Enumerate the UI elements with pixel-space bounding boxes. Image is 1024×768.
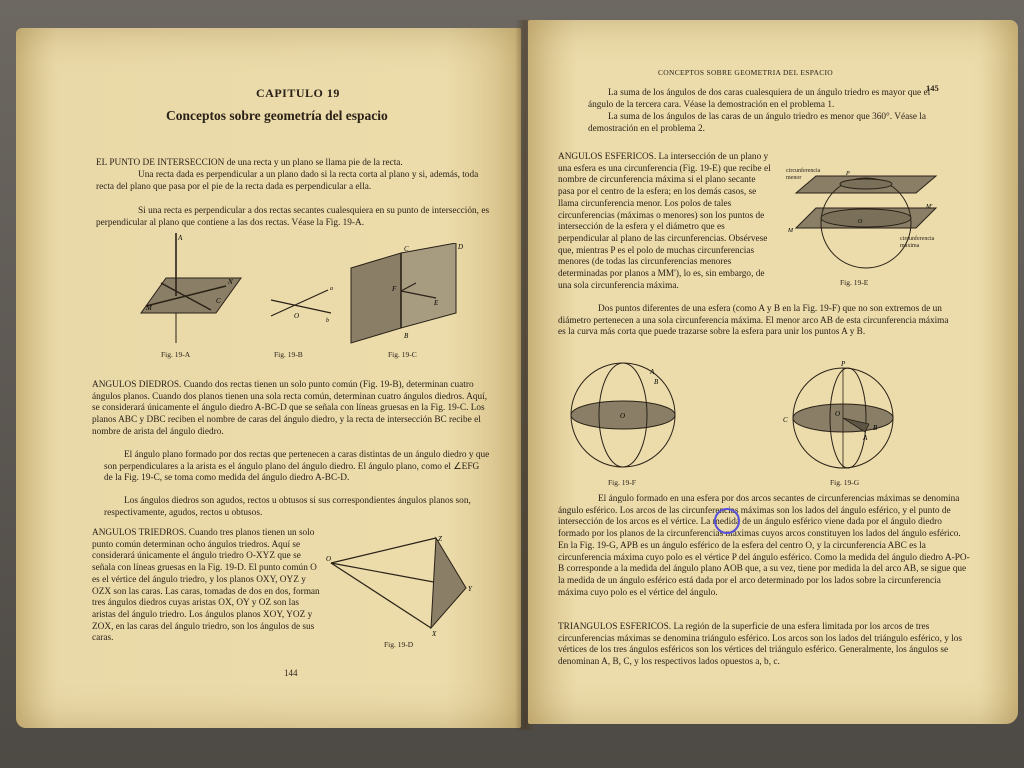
label-circunferencia-maxima: circunferencia máxima: [900, 236, 935, 249]
figure-caption: Fig. 19-E: [840, 278, 869, 287]
svg-text:M: M: [788, 228, 793, 234]
running-header: CONCEPTOS SOBRE GEOMETRIA DEL ESPACIO: [658, 68, 834, 77]
highlight-circle-mark: [714, 508, 740, 534]
paragraph-text: La región de la superficie de una esfera limitada por los arcos de tres circunferencias máximas se denomina triángulo esférico. Los arcos son los lados del triángulo esférico, y los vértices de los tres ángulos esféricos son los vértices del triángulo esférico. Generalmente, los ángulos se denominan A, B, C, y los respectivos lados opuestos a, b, c.: [558, 622, 963, 668]
figure-caption: Fig. 19-C: [388, 350, 417, 359]
svg-text:D: D: [458, 243, 464, 251]
right-page: [528, 20, 1018, 724]
svg-text:P: P: [841, 360, 846, 368]
section-heading: TRIANGULOS ESFERICOS.: [558, 622, 672, 632]
paragraph-angulos-triedros: [92, 528, 324, 645]
svg-text:C: C: [404, 245, 409, 253]
svg-text:O: O: [620, 412, 626, 420]
section-heading: ANGULOS DIEDROS.: [92, 380, 182, 390]
figure-19c: [346, 243, 466, 348]
svg-text:O: O: [326, 555, 332, 563]
figure-caption: Fig. 19-A: [161, 350, 191, 359]
paragraph-rectas-secantes: Si una recta es perpendicular a dos rectas secantes cualesquiera en su punto de intersección, es perpendicular al plano que contiene a las dos rectas. Véase la Fig. 19-A.: [96, 206, 490, 228]
figure-caption: Fig. 19-F: [608, 478, 636, 487]
paragraph-angulos-esfericos: [558, 152, 773, 292]
paragraph-agudos-rectos: Los ángulos diedros son agudos, rectos u obtusos si sus correspondientes ángulos planos son, respectivamente, agudos, rectos u obtusos.: [104, 496, 471, 518]
svg-text:B: B: [404, 332, 409, 340]
section-heading: EL PUNTO DE INTERSECCION: [96, 158, 225, 168]
paragraph-text: La intersección de un plano y una esfera es una circunferencia (Fig. 19-E) que recibe el nombre de circunferencia máxima si el plano secante pasa por el centro de la esfera; en los demás casos, se llama circunferencia menor. Los polos de tales circunferencias (máximas o menores) son los puntos de intersección de la esfera y el diámetro que es perpendicular al plano de las circunferencias. Obsérvese que, mientras P es el polo de muchas circunferencias menores (de todas las circunferencias menores determinadas por planos a MM'), lo es, sin embargo, de una sola circunferencia máxima.: [558, 152, 771, 291]
figure-19a: [116, 228, 246, 348]
svg-text:A: A: [650, 368, 655, 376]
figure-19d: [326, 533, 476, 638]
paragraph-triangulos-esfericos: [558, 622, 970, 669]
svg-text:A: A: [178, 234, 183, 242]
page-number: 145: [926, 83, 939, 93]
paragraph-perpendicular: Una recta dada es perpendicular a un plano dado si la recta corta al plano y si, además, toda recta del plano que pasa por el pie de la recta dada es perpendicular a ella.: [96, 170, 479, 192]
paragraph-text: Cuando tres planos tienen un solo punto común determinan ocho ángulos triedros. Aquí se considerará únicamente el ángulo triedro O-XYZ que se señala con líneas gruesas en la Fig. 19-D. El punto común O es el vértice del ángulo triedro, y los planos OXY, OYZ y OZX son las caras. Las caras, tomadas de dos en dos, forman tres ángulos diedros cuyas aristas OX, OY y OZ son las aristas del ángulo triedro. Los ángulos planos XOY, YOZ y ZOX, en las caras del ángulo triedro, son los ángulos de sus caras.: [92, 528, 320, 644]
svg-text:M: M: [146, 304, 152, 312]
paragraph-angulo-plano: El ángulo plano formado por dos rectas que pertenecen a caras distintas de un ángulo diedro y que son perpendiculares a la arista es el ángulo plano del ángulo diedro. El ángulo plano, como el ∠EFG de la Fig. 19-C, se toma como medida del ángulo diedro A-BC-D.: [104, 450, 490, 484]
svg-text:Y: Y: [468, 585, 472, 593]
paragraph-dos-puntos: Dos puntos diferentes de una esfera (como A y B en la Fig. 19-F) que no son extremos de un diámetro pertenecen a una sola circunferencia máxima. El menor arco AB de esta circunferencia máxima es la curva más corta que puede trazarse sobre la esfera para unir los puntos A y B.: [558, 304, 949, 338]
svg-text:C: C: [216, 297, 221, 305]
svg-text:N: N: [228, 278, 233, 286]
svg-text:P: P: [846, 171, 850, 177]
svg-text:B: B: [654, 378, 659, 386]
section-heading: ANGULOS ESFERICOS.: [558, 152, 657, 162]
chapter-title: Conceptos sobre geometría del espacio: [166, 108, 388, 123]
svg-text:a: a: [330, 286, 333, 292]
section-heading: ANGULOS TRIEDROS.: [92, 528, 187, 538]
svg-text:F: F: [392, 285, 397, 293]
paragraph-angulo-esferico: El ángulo formado en una esfera por dos arcos secantes de circunferencias máximas se denomina ángulo esférico. Los arcos de las circunferencias máximas son los lados del ángulo esférico, y el punto de intersección de los arcos es el vértice. La medida de un ángulo esférico viene dada por el ángulo diedro formado por los planos de la circunferencias máximas cuyos arcos constituyen los lados del ángulo esférico. En la Fig. 19-G, APB es un ángulo esférico de la esfera del centro O, y la circunferencia ABC es la circunferencia máxima cuyo polo es el vértice P del ángulo esférico. Como la medida del ángulo diedro A-PO-B corresponde a la medida del ángulo plano AOB que, a su vez, tiene por medida la del arco AB, se sigue que la medida de un ángulo esférico está dada por el arco determinado por los lados sobre la circunferencia máxima cuyo polo es el vértice del ángulo.: [558, 494, 970, 598]
svg-text:O: O: [858, 219, 863, 225]
chapter-number: CAPITULO 19: [256, 86, 340, 100]
paragraph-angulos-diedros: [92, 380, 490, 439]
svg-text:Z: Z: [438, 535, 442, 543]
left-page: [16, 28, 521, 728]
svg-text:O: O: [835, 410, 841, 418]
figure-caption: Fig. 19-D: [384, 640, 414, 649]
paragraph-punto-interseccion: [96, 158, 491, 170]
figure-caption: Fig. 19-B: [274, 350, 303, 359]
svg-text:B: B: [873, 424, 878, 432]
paragraph-suma-angulos: La suma de los ángulos de dos caras cualesquiera de un ángulo triedro es mayor que el ángulo de la tercera cara. Véase la demostración en el problema 1.: [588, 88, 931, 110]
svg-text:b: b: [326, 318, 329, 324]
paragraph-text: Cuando dos rectas tienen un solo punto común (Fig. 19-B), determinan cuatro ángulos planos. Cuando dos planos tienen una sola recta común, determinan cuatro ángulos diedros. Aquí, se considerará únicamente el ángulo diedro A-BC-D que se señala con líneas gruesas en la Fig. 19-C. Los planos ABC y DBC reciben el nombre de caras del ángulo diedro, y la recta de intersección BC recibe el nombre de arista del ángulo diedro.: [92, 380, 488, 437]
svg-text:C: C: [783, 416, 788, 424]
svg-text:A: A: [863, 434, 868, 442]
figure-19b: [266, 278, 336, 328]
paragraph-suma-360: La suma de los ángulos de las caras de un ángulo triedro es menor que 360°. Véase la demostración en el problema 2.: [588, 112, 926, 134]
svg-text:E: E: [434, 299, 439, 307]
figure-caption: Fig. 19-G: [830, 478, 860, 487]
svg-text:O: O: [294, 312, 300, 320]
figure-19g: [783, 360, 903, 475]
figure-19e: [786, 168, 946, 278]
svg-text:X: X: [432, 630, 437, 638]
paragraph-text: de una recta y un plano se llama pie de la recta.: [226, 158, 403, 168]
figure-19f: [558, 360, 688, 475]
label-circunferencia-menor: circunferencia menor: [786, 168, 821, 181]
page-number: 144: [284, 668, 298, 678]
svg-text:M': M': [926, 204, 933, 210]
